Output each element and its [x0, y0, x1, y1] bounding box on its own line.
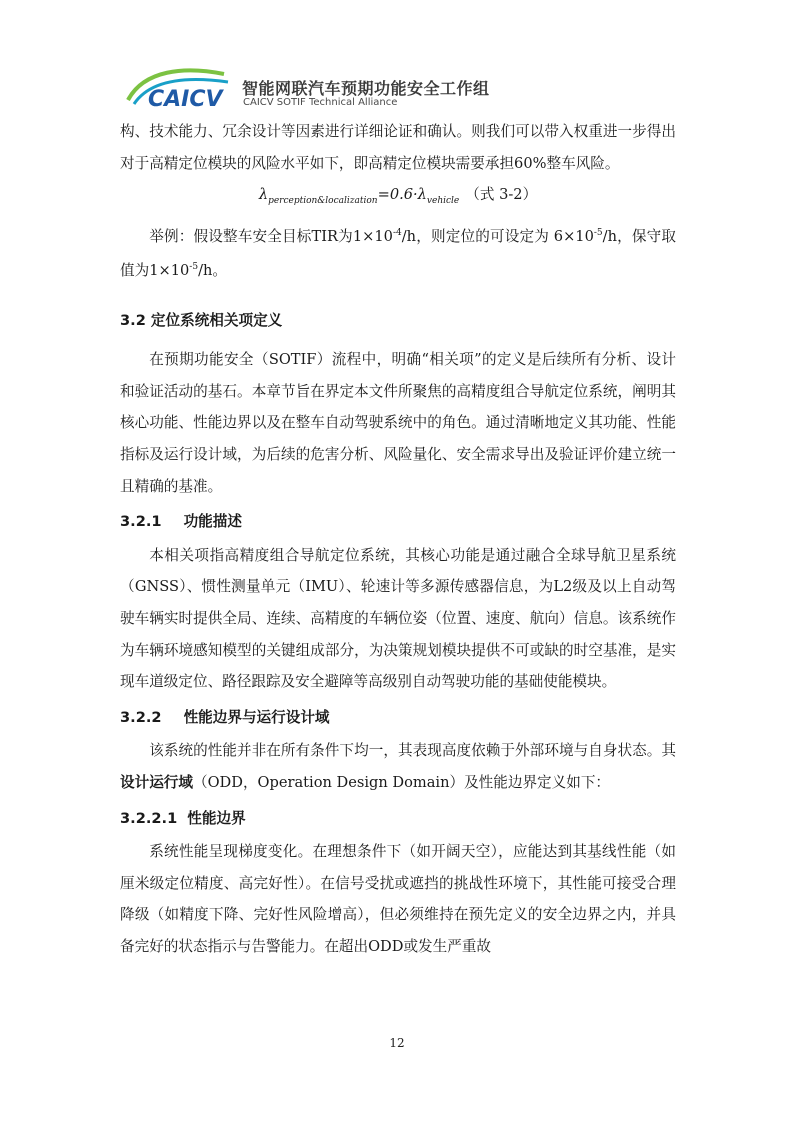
- paragraph-function-description: 本相关项指高精度组合导航定位系统，其核心功能是通过融合全球导航卫星系统（GNSS）、惯性测量单元（IMU）、轮速计等多源传感器信息，为L2级及以上自动驾驶车辆实时提供全局、连续、高精度的车辆位姿（位置、速度、航向）信息。该系统作为车辆环境感知模型的关键组成部分，为决策规划模块提供不可或缺的时空基准，是实现车道级定位、路径跟踪及安全避障等高级别自动驾驶功能的基础使能模块。: [120, 546, 676, 691]
- formula-lambda-vehicle: λ: [417, 186, 427, 204]
- section-3-2-2-heading: [120, 702, 676, 734]
- formula-tag: （式 3-2）: [465, 186, 538, 204]
- odd-term-bold: 设计运行域: [120, 773, 193, 791]
- section-3-2-2-1-number: 3.2.2.1: [120, 809, 178, 827]
- section-3-2-1-number: 3.2.1: [120, 513, 162, 531]
- section-3-2-2-number: 3.2.2: [120, 708, 162, 726]
- paragraph-continued: 构、技术能力、冗余设计等因素进行详细论证和确认。则我们可以带入权重进一步得出对于高精定位模块的风险水平如下，即高精定位模块需要承担60%整车风险。: [120, 123, 676, 172]
- example-text-b: /h，则定位的可设定为 6×10: [401, 227, 594, 245]
- paragraph-sotif-definition: 在预期功能安全（SOTIF）流程中，明确“相关项”的定义是后续所有分析、设计和验证活动的基石。本章节旨在界定本文件所聚焦的高精度组合导航定位系统，阐明其核心功能、性能边界以及在整车自动驾驶系统中的角色。通过清晰地定义其功能、性能指标及运行设计域，为后续的危害分析、风险量化、安全需求导出及验证评价建立统一且精确的基准。: [120, 351, 676, 495]
- example-text-d: /h。: [198, 262, 227, 279]
- example-text-c: /h，保守取值为1×10: [120, 227, 676, 279]
- section-3-2-2-1-heading: [120, 803, 676, 835]
- formula-subscript-perception: perception&localization: [268, 196, 378, 207]
- caicv-logo: [124, 64, 234, 110]
- paragraph-performance-boundary: 系统性能呈现梯度变化。在理想条件下（如开阔天空），应能达到其基线性能（如厘米级定位精度、高完好性）。在信号受扰或遮挡的挑战性环境下，其性能可接受合理降级（如精度下降、完好性风险增高），但必须维持在预先定义的安全边界之内，并具备完好的状态指示与告警能力。在超出ODD或发生严重故: [120, 843, 676, 955]
- page-number: 12: [389, 1036, 405, 1050]
- page-content: [120, 116, 676, 962]
- example-sup-1: -4: [392, 227, 402, 238]
- example-text-a: 举例：假设整车安全目标TIR为1×10: [149, 227, 393, 245]
- section-3-2-2-title: 性能边界与运行设计域: [183, 708, 330, 726]
- logo-text: CAICV: [148, 87, 223, 110]
- example-sup-3: -5: [189, 262, 199, 273]
- example-sup-2: -5: [593, 227, 603, 238]
- formula-subscript-vehicle: vehicle: [426, 196, 460, 207]
- section-3-2-2-1-title: 性能边界: [187, 809, 246, 827]
- formula-equals: =0.6·: [377, 186, 418, 204]
- odd-text-b: （ODD，Operation Design Domain）及性能边界定义如下：: [192, 773, 611, 791]
- section-3-2-heading: 3.2 定位系统相关项定义: [120, 311, 283, 329]
- formula-3-2: [120, 179, 676, 218]
- page-header: [124, 64, 684, 112]
- paragraph-example: [120, 218, 676, 287]
- org-name-cn: 智能网联汽车预期功能安全工作组: [242, 79, 490, 98]
- section-3-2-1-heading: [120, 506, 676, 538]
- section-3-2-1-title: 功能描述: [183, 513, 242, 531]
- org-name-en: CAICV SOTIF Technical Alliance: [243, 97, 398, 108]
- formula-lambda: λ: [258, 186, 269, 204]
- paragraph-odd-intro: [120, 735, 676, 798]
- odd-text-a: 该系统的性能并非在所有条件下均一，其表现高度依赖于外部环境与自身状态。其: [149, 742, 676, 760]
